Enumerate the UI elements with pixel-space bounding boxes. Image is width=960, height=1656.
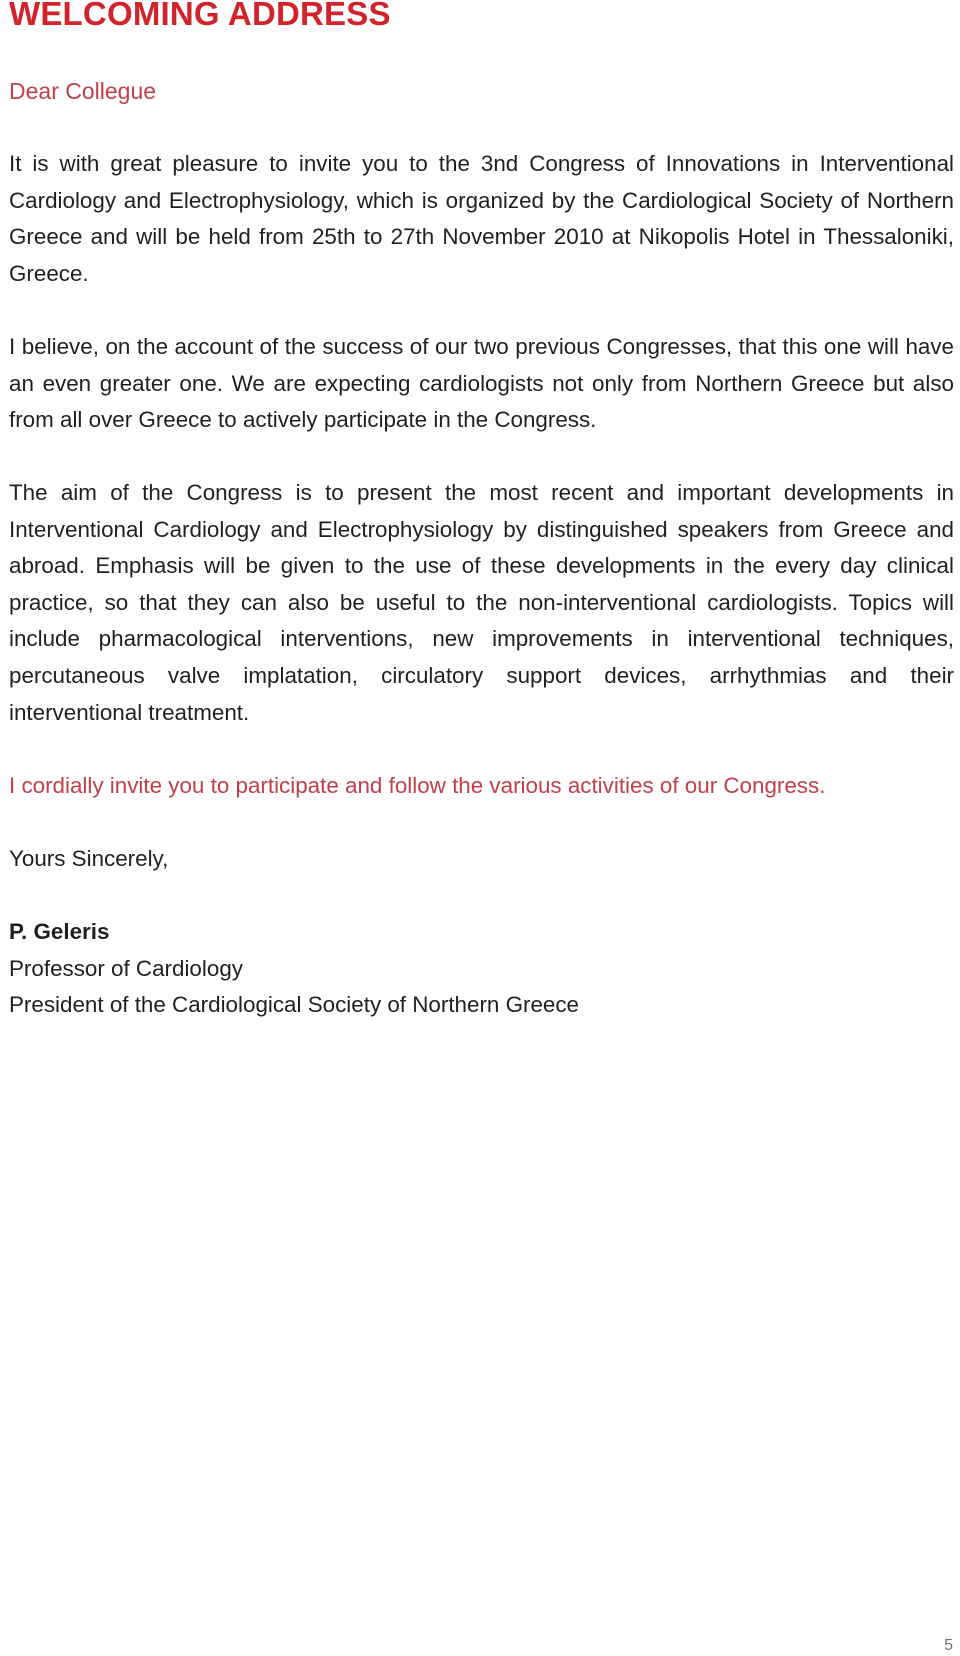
salutation: Dear Collegue bbox=[9, 78, 157, 104]
paragraph-congress-aim: The aim of the Congress is to present the most recent and important developments in Interventional Cardiology and Electrophysiology by distinguished speakers from Greece and abroad. Emphasis will be given to the use of these developments in the every day clinical practice, so that they can also be useful to the non-interventional cardiologists. Topics will include pharmacological interventions, new improvements in interventional techniques, percutaneous valve implatation, circulatory support devices, arrhythmias and their interventional treatment. bbox=[9, 480, 954, 725]
signatory-position: Professor of Cardiology bbox=[9, 955, 243, 981]
page-title: WELCOMING ADDRESS bbox=[9, 0, 391, 32]
paragraph-previous-congresses: I believe, on the account of the success of our two previous Congresses, that this one will have an even greater one. We are expecting cardiologists not only from Northern Greece but also from all over Greece to actively participate in the Congress. bbox=[9, 334, 954, 433]
signatory-organization: President of the Cardiological Society of Northern Greece bbox=[9, 992, 580, 1018]
signatory-name: P. Geleris bbox=[9, 919, 110, 944]
page-number: 5 bbox=[944, 1637, 953, 1654]
invitation-line: I cordially invite you to participate and follow the various activities of our Congress. bbox=[9, 773, 826, 798]
closing-line: Yours Sincerely, bbox=[9, 846, 169, 871]
paragraph-congress-intro: It is with great pleasure to invite you to the 3nd Congress of Innovations in Interventional Cardiology and Electrophysiology, which is organized by the Cardiological Society of Northern Greece and will be held from 25th to 27th November 2010 at Nikopolis Hotel in Thessaloniki, Greece. bbox=[9, 151, 954, 286]
signature-block bbox=[9, 914, 579, 1024]
